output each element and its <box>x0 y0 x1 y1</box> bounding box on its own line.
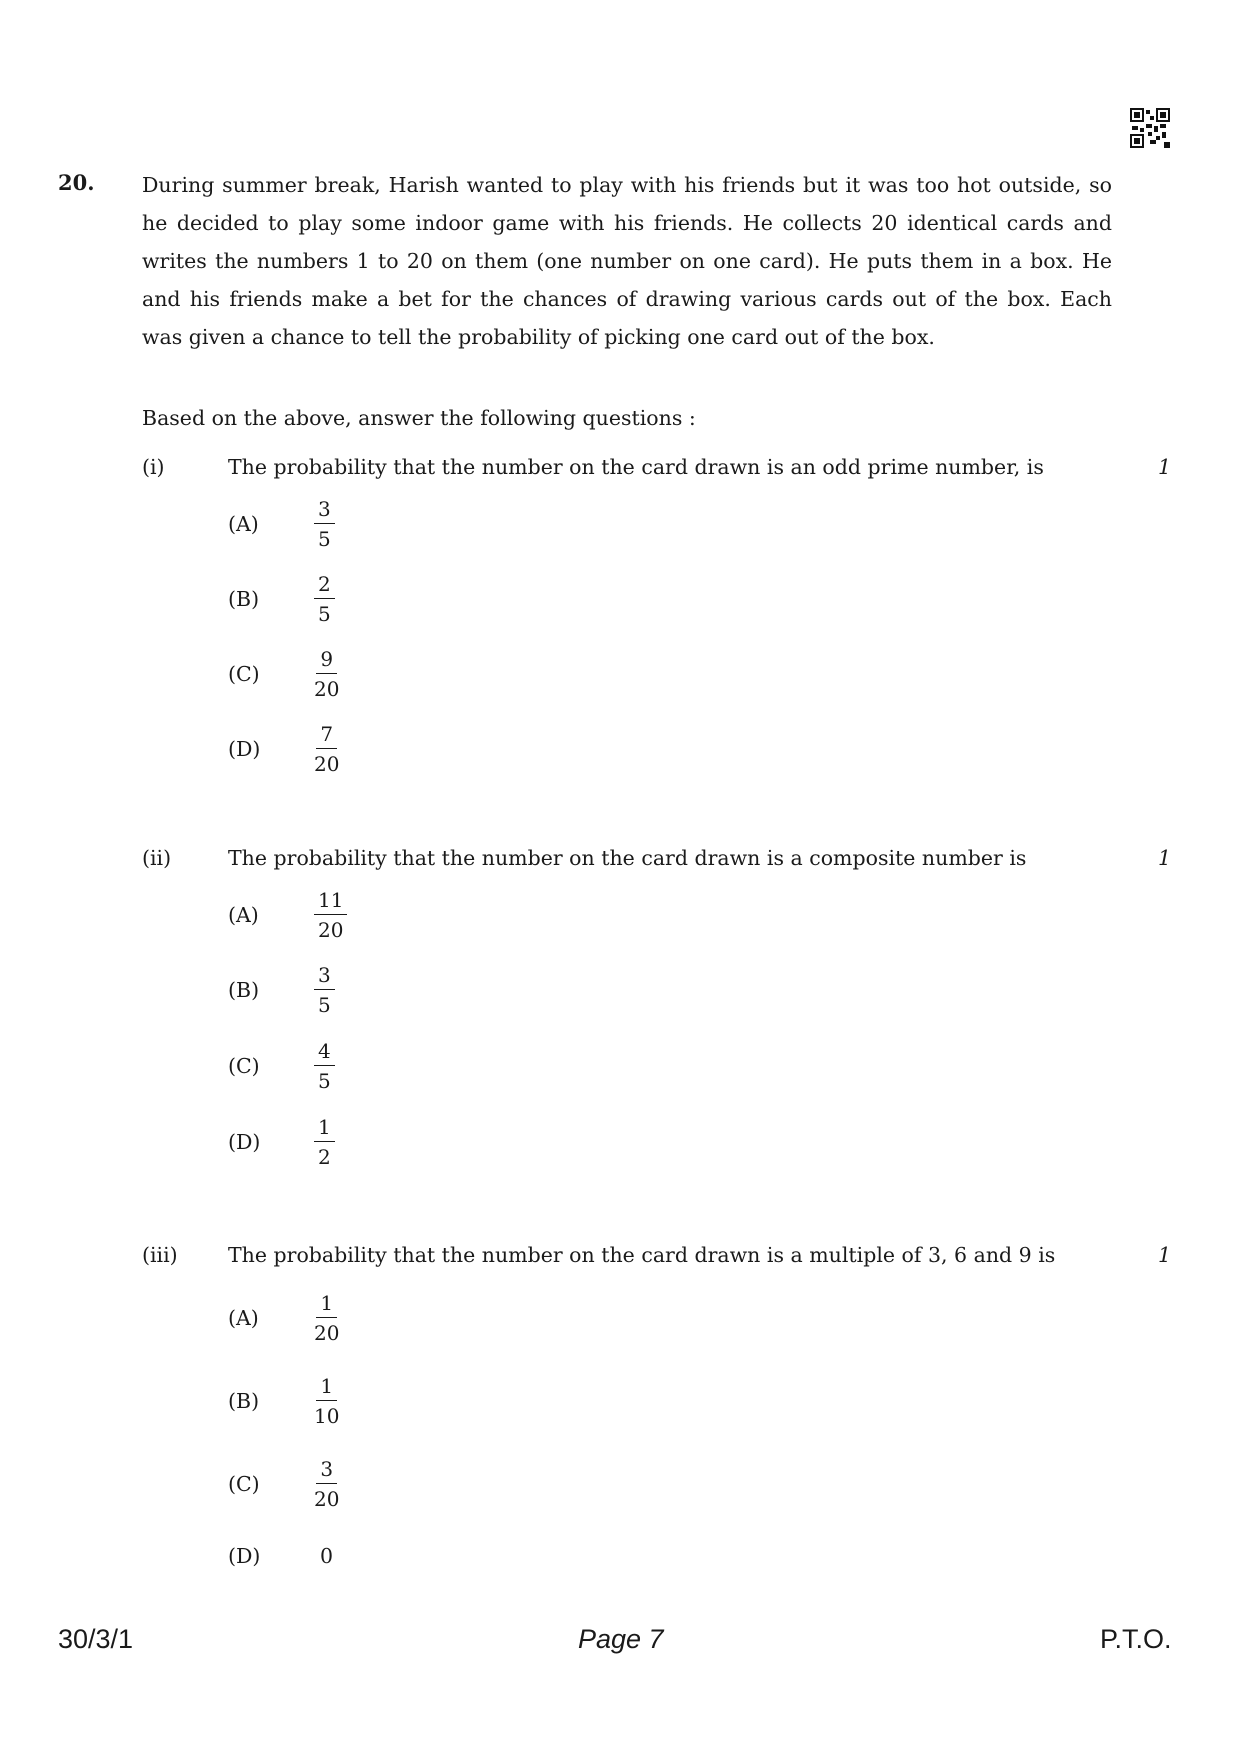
subquestion-label: (ii) <box>142 846 172 870</box>
option-letter: (D) <box>228 1130 261 1154</box>
option-letter: (D) <box>228 1544 261 1568</box>
fraction <box>314 1372 339 1431</box>
marks: 1 <box>1158 846 1172 870</box>
qr-code-icon <box>1130 108 1170 148</box>
fraction-numerator: 1 <box>316 1372 337 1401</box>
option-letter: (B) <box>228 587 260 611</box>
option <box>228 1526 333 1586</box>
option-letter: (D) <box>228 737 261 761</box>
option <box>228 719 339 779</box>
option <box>228 494 335 554</box>
option-letter: (C) <box>228 1054 260 1078</box>
option <box>228 644 339 704</box>
subquestion-label: (i) <box>142 455 165 479</box>
fraction-denominator: 20 <box>314 1320 340 1345</box>
fraction <box>314 1455 339 1514</box>
subquestion-text: The probability that the number on the card drawn is a composite number is <box>228 846 1027 870</box>
fraction-numerator: 1 <box>316 1289 337 1318</box>
fraction-numerator: 3 <box>314 495 335 524</box>
page-number: Page 7 <box>578 1624 664 1654</box>
question-intro: Based on the above, answer the following questions : <box>142 406 696 430</box>
fraction-numerator: 7 <box>316 720 337 749</box>
fraction <box>314 1289 339 1348</box>
fraction <box>314 495 335 554</box>
fraction-denominator: 5 <box>318 526 331 551</box>
marks: 1 <box>1158 1243 1172 1267</box>
fraction-numerator: 9 <box>316 645 337 674</box>
fraction-denominator: 2 <box>318 1144 331 1169</box>
option <box>228 885 347 945</box>
option <box>228 1371 339 1431</box>
fraction <box>314 1037 335 1096</box>
fraction-denominator: 20 <box>314 1486 340 1511</box>
fraction <box>314 570 335 629</box>
fraction-denominator: 20 <box>314 751 340 776</box>
option-value: 0 <box>320 1544 334 1568</box>
fraction-numerator: 3 <box>316 1455 337 1484</box>
fraction-denominator: 20 <box>314 676 340 701</box>
option-letter: (A) <box>228 1306 259 1330</box>
fraction-numerator: 11 <box>314 886 347 915</box>
option <box>228 1454 339 1514</box>
option <box>228 1288 339 1348</box>
paper-code: 30/3/1 <box>58 1624 134 1654</box>
option-letter: (C) <box>228 1472 260 1496</box>
fraction <box>314 645 339 704</box>
option <box>228 569 335 629</box>
option <box>228 1036 335 1096</box>
option-letter: (A) <box>228 903 259 927</box>
option <box>228 1112 335 1172</box>
option-letter: (C) <box>228 662 260 686</box>
fraction-numerator: 1 <box>314 1113 335 1142</box>
subquestion-text: The probability that the number on the card drawn is an odd prime number, is <box>228 455 1044 479</box>
fraction-numerator: 2 <box>314 570 335 599</box>
pto-label: P.T.O. <box>1100 1624 1172 1654</box>
fraction-denominator: 20 <box>318 917 344 942</box>
fraction <box>314 886 347 945</box>
question-number: 20. <box>58 170 95 195</box>
fraction-denominator: 10 <box>314 1403 340 1428</box>
fraction-denominator: 5 <box>318 601 331 626</box>
subquestion-text: The probability that the number on the card drawn is a multiple of 3, 6 and 9 is <box>228 1243 1056 1267</box>
option-letter: (B) <box>228 1389 260 1413</box>
marks: 1 <box>1158 455 1172 479</box>
fraction-numerator: 4 <box>314 1037 335 1066</box>
option-letter: (B) <box>228 978 260 1002</box>
fraction-numerator: 3 <box>314 961 335 990</box>
question-passage: During summer break, Harish wanted to play with his friends but it was too hot outside, so he decided to play some indoor game with his friends. He collects 20 identical cards and writes the numbers 1 to 20 on them (one number on one card). He puts them in a box. He and his friends make a bet for the chances of drawing various cards out of the box. Each was given a chance to tell the probability of picking one card out of the box. <box>142 173 1112 349</box>
fraction-denominator: 5 <box>318 1068 331 1093</box>
fraction <box>314 961 335 1020</box>
fraction <box>314 720 339 779</box>
fraction-denominator: 5 <box>318 992 331 1017</box>
subquestion-label: (iii) <box>142 1243 178 1267</box>
fraction <box>314 1113 335 1172</box>
option-letter: (A) <box>228 512 259 536</box>
option <box>228 960 335 1020</box>
